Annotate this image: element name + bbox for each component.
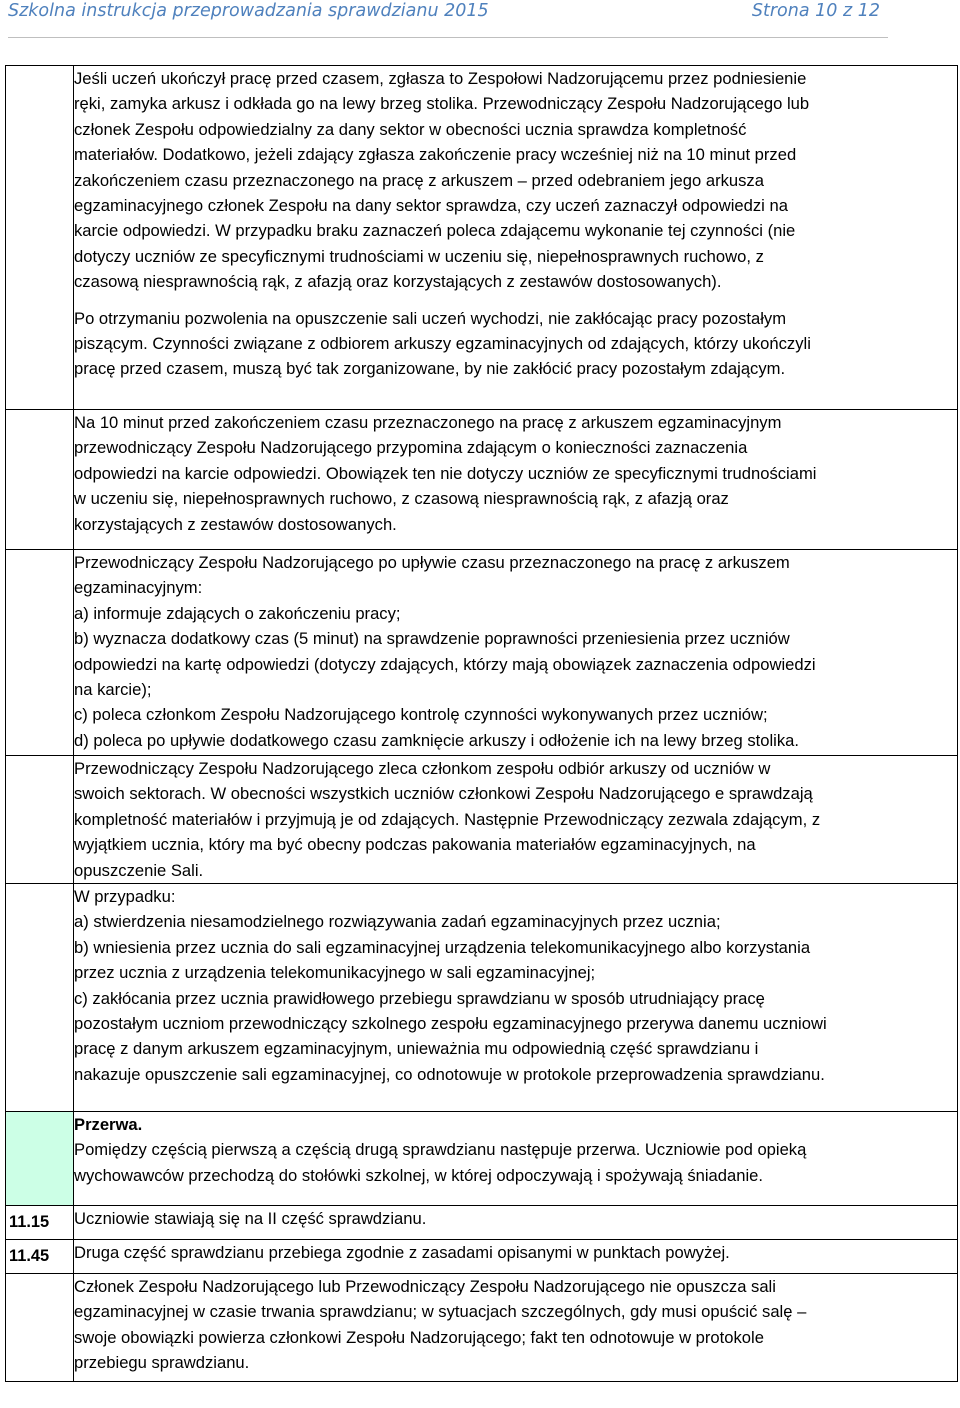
time-cell (6, 1240, 74, 1274)
text-line: c) zakłócania przez ucznia prawidłowego przebiegu sprawdzianu w sposób utrudniający pracę (74, 988, 765, 1008)
text-line: Przewodniczący Zespołu Nadzorującego po upływie czasu przeznaczonego na pracę z arkuszem (74, 553, 790, 572)
text-line: przewodniczący Zespołu Nadzorującego przypomina zdającym o konieczności zaznaczenia (74, 438, 748, 458)
instruction-paragraph (74, 410, 957, 537)
text-line: c) poleca członkom Zespołu Nadzorującego kontrolę czynności wykonywanych przez uczniów; (74, 705, 768, 725)
time-label: 11.45 (9, 1247, 50, 1266)
text-line: odpowiedzi na kartę odpowiedzi (dotyczy zdających, którzy mają obowiązek zaznaczenia odpowiedzi (74, 654, 816, 674)
schedule-row (6, 756, 958, 884)
text-line: przebiegu sprawdzianu. (74, 1353, 250, 1373)
text-line: a) stwierdzenia niesamodzielnego rozwiązywania zadań egzaminacyjnych przez ucznia; (74, 912, 721, 932)
text-line: piszącym. Czynności związane z odbiorem arkuszy egzaminacyjnych od zdających, którzy ukończyli (74, 334, 811, 354)
text-line: swoje obowiązki powierza członkowi Zespołu Nadzorującego; fakt ten odnotowuje w protokole (74, 1327, 764, 1347)
text-line: b) wniesienia przez ucznia do sali egzaminacyjnej urządzenia telekomunikacyjnego albo korzystania (74, 937, 811, 957)
text-line: b) wyznacza dodatkowy czas (5 minut) na sprawdzenie poprawności przeniesienia przez uczniów (74, 629, 790, 649)
time-cell (6, 1206, 74, 1240)
time-cell (6, 410, 74, 550)
text-line: materiałów. Dodatkowo, jeżeli zdający zgłasza zakończenie pracy wcześniej niż na 10 minut przed (74, 145, 797, 165)
instruction-paragraph (74, 756, 957, 883)
text-line: członek Zespołu odpowiedzialny za dany sektor w obecności ucznia sprawdza kompletność (74, 119, 747, 139)
text-line: Po otrzymaniu pozwolenia na opuszczenie sali uczeń wychodzi, nie zakłócając pracy pozostałym (74, 308, 787, 328)
time-cell (6, 756, 74, 884)
time-cell (6, 1112, 74, 1206)
text-line: zakończeniem czasu przeznaczonego na pracę z arkuszem – przed odebraniem jego arkusza (74, 170, 764, 190)
text-line: Członek Zespołu Nadzorującego lub Przewodniczący Zespołu Nadzorującego nie opuszcza sali (74, 1277, 776, 1297)
document-title: Szkolna instrukcja przeprowadzania sprawdzianu 2015 (8, 1, 489, 21)
text-line: korzystających z zestawów dostosowanych. (74, 514, 397, 534)
text-line: na karcie); (74, 680, 152, 700)
text-line: pozostałym uczniom przewodniczący szkolnego zespołu egzaminacyjnego przerywa danemu uczniowi (74, 1014, 827, 1034)
text-line: egzaminacyjnej w czasie trwania sprawdzianu; w sytuacjach szczególnych, gdy musi opuścić salę – (74, 1302, 807, 1322)
text-line: W przypadku: (74, 887, 176, 907)
instruction-paragraph (74, 1240, 957, 1265)
schedule-row (6, 1240, 958, 1274)
time-cell (6, 1274, 74, 1382)
time-cell (6, 884, 74, 1112)
instruction-paragraph (74, 1137, 957, 1188)
text-line: egzaminacyjnym: (74, 578, 203, 598)
instruction-cell (74, 1240, 958, 1274)
time-cell (6, 66, 74, 410)
text-line: wyjątkiem ucznia, który ma być obecny podczas pakowania materiałów egzaminacyjnych, na (74, 835, 756, 855)
text-line: wychowawców przechodzą do stołówki szkolnej, w której odpoczywają i spożywają śniadanie. (74, 1165, 763, 1185)
schedule-row (6, 884, 958, 1112)
instruction-paragraph (74, 550, 957, 753)
time-cell (6, 550, 74, 756)
text-line: w uczeniu się, niepełnosprawnych ruchowo, z czasową niesprawnością rąk, z afazją oraz (74, 489, 729, 509)
header-rule (8, 37, 888, 38)
text-line: Na 10 minut przed zakończeniem czasu przeznaczonego na pracę z arkuszem egzaminacyjnym (74, 413, 782, 432)
schedule-row (6, 410, 958, 550)
schedule-row (6, 1112, 958, 1206)
schedule-row (6, 66, 958, 410)
schedule-row (6, 550, 958, 756)
instruction-cell (74, 884, 958, 1112)
text-line: a) informuje zdających o zakończeniu pracy; (74, 603, 401, 623)
page-number: Strona 10 z 12 (751, 1, 880, 21)
instruction-paragraph (74, 1206, 957, 1231)
text-line: nakazuje opuszczenie sali egzaminacyjnej, co odnotowuje w protokole przeprowadzenia sprawdzianu. (74, 1064, 825, 1084)
instruction-paragraph (74, 306, 957, 382)
page-header (0, 0, 960, 40)
text-line: przez ucznia z urządzenia telekomunikacyjnego w sali egzaminacyjnej; (74, 963, 596, 983)
instruction-paragraph (74, 884, 957, 1087)
text-line: egzaminacyjnego członek Zespołu na dany sektor sprawdza, czy uczeń zaznaczył odpowiedzi na (74, 196, 788, 216)
text-line: Druga część sprawdzianu przebiega zgodnie z zasadami opisanymi w punktach powyżej. (74, 1243, 730, 1263)
text-line: Przewodniczący Zespołu Nadzorującego zleca członkom zespołu odbiór arkuszy od uczniów w (74, 759, 771, 778)
text-line: opuszczenie Sali. (74, 860, 204, 880)
text-line: kompletność materiałów i przyjmują je od zdających. Następnie Przewodniczący zezwala zdającym, z (74, 809, 821, 829)
text-line: ręki, zamyka arkusz i odkłada go na lewy brzeg stolika. Przewodniczący Zespołu Nadzorującego lub (74, 94, 810, 114)
instruction-cell (74, 1112, 958, 1206)
instruction-cell (74, 66, 958, 410)
text-line: d) poleca po upływie dodatkowego czasu zamknięcie arkuszy i odłożenie ich na lewy brzeg stolika. (74, 730, 799, 750)
instruction-paragraph (74, 66, 957, 295)
schedule-table (5, 65, 958, 1382)
text-line: pracę przed czasem, muszą być tak zorganizowane, by nie zakłócić pracy pozostałym zdającym. (74, 359, 786, 379)
text-line: Uczniowie stawiają się na II część sprawdzianu. (74, 1209, 427, 1229)
instruction-cell (74, 550, 958, 756)
text-line: pracę z danym arkuszem egzaminacyjnym, unieważnia mu odpowiednią część sprawdzianu i (74, 1039, 759, 1059)
instruction-cell (74, 410, 958, 550)
instruction-cell (74, 756, 958, 884)
schedule-row (6, 1274, 958, 1382)
text-line: czasową niesprawnością rąk, z afazją oraz korzystających z zestawów dostosowanych). (74, 272, 722, 292)
instruction-cell (74, 1206, 958, 1240)
instruction-cell (74, 1274, 958, 1382)
text-line: Jeśli uczeń ukończył pracę przed czasem, zgłasza to Zespołowi Nadzorującemu przez podniesienie (74, 69, 807, 88)
text-line: swoich sektorach. W obecności wszystkich uczniów członkowi Zespołu Nadzorującego e sprawdzają (74, 784, 813, 804)
time-label: 11.15 (9, 1213, 50, 1232)
schedule-row (6, 1206, 958, 1240)
text-line: odpowiedzi na karcie odpowiedzi. Obowiązek ten nie dotyczy uczniów ze specyficznymi trudnościami (74, 463, 817, 483)
section-heading: Przerwa. (74, 1115, 143, 1135)
instruction-paragraph (74, 1274, 957, 1376)
text-line: dotyczy uczniów ze specyficznymi trudnościami w uczeniu się, niepełnosprawnych ruchowo, z (74, 246, 764, 266)
text-line: karcie odpowiedzi. W przypadku braku zaznaczeń poleca zdającemu wykonanie tej czynności (nie (74, 221, 796, 241)
text-line: Pomiędzy częścią pierwszą a częścią drugą sprawdzianu następuje przerwa. Uczniowie pod opieką (74, 1140, 807, 1160)
